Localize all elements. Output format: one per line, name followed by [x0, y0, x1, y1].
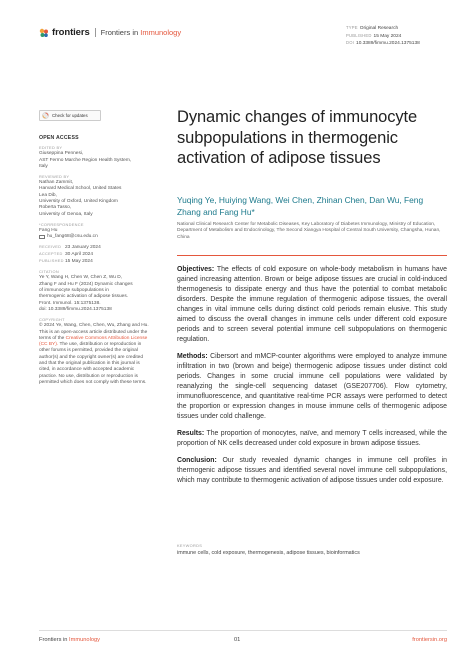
copyright-start: © 2024 Ye, Wang, Chen, Chen, Wu, Zhang and Hu. This is an open-access article distributed under the terms of the	[39, 323, 149, 341]
open-access-label: OPEN ACCESS	[39, 135, 79, 141]
edited-by-text	[39, 151, 151, 170]
check-updates-icon	[42, 112, 49, 119]
abstract	[177, 265, 447, 493]
correspondence-label: *CORRESPONDENCE	[39, 221, 84, 227]
article-sidebar	[39, 135, 151, 386]
frontiers-logo-text: frontiers	[52, 27, 90, 38]
abstract-text: The effects of cold exposure on whole-body metabolism in humans have gained increasing attention. Brown or beige adipose tissues are crucial in cold-induced thermogenesis to dissipate energy and thus have the potential to combat metabolic disorders. Despite the immune regulation of thermogenic adipose tissues, the overall changes in vital immune cells during distinct cold periods remain elusive. This study aimed to discuss the overall changes in immune cells under different cold exposure periods and to screen several potential immune cell subpopulations on thermogenic regulation.	[177, 266, 447, 343]
editor-line: Italy	[39, 163, 48, 169]
abstract-section	[177, 352, 447, 422]
citation-line: Ye Y, Wang H, Chen W, Chen Z, Wu D,	[39, 275, 123, 281]
citation-line: Front. Immunol. 15:1375138.	[39, 300, 101, 306]
keywords: immune cells, cold exposure, thermogenesis, adipose tissues, bioinformatics	[177, 550, 360, 556]
keywords-label: KEYWORDS	[177, 543, 203, 548]
abstract-heading: Results:	[177, 430, 205, 437]
license-link[interactable]: Creative Commons Attribution License (CC BY).	[39, 335, 148, 348]
abstract-section	[177, 429, 447, 449]
journal-brand: Immunology	[140, 28, 182, 37]
abstract-section	[177, 265, 447, 345]
frontiers-logo-icon	[39, 28, 49, 38]
reviewer-line: Nathan Zammit,	[39, 180, 74, 186]
copyright-label: COPYRIGHT	[39, 317, 65, 323]
citation-label: CITATION	[39, 269, 59, 275]
email-icon	[39, 235, 45, 239]
edited-by-label: EDITED BY	[39, 145, 63, 151]
editor-line: AST Fermo Marche Region Health System,	[39, 157, 132, 163]
header-divider	[95, 28, 96, 37]
journal-header	[39, 27, 181, 38]
received-date: RECEIVED 23 January 2024	[39, 243, 101, 250]
abstract-text: The proportion of monocytes, naïve, and memory T cells increased, while the proportion of NK cells decreased under cold exposure in brown adipose tissues.	[177, 430, 447, 447]
citation-line: thermogenic activation of adipose tissues.	[39, 294, 129, 300]
reviewer-line: Lea Dib,	[39, 192, 57, 198]
abstract-heading: Methods:	[177, 353, 208, 360]
reviewed-by-text	[39, 180, 151, 218]
journal-prefix: Frontiers in	[100, 28, 139, 37]
meta-published: PUBLISHED 15 May 2024	[346, 32, 402, 39]
affiliation: National Clinical Research Center for Metabolic Diseases, Key Laboratory of Diabetes Immunology, Ministry of Education, Department of Metabolism and Endocrinology, The Second Xiangya Hospital of Central South University, Changsha, Hunan, China	[177, 222, 441, 240]
article-title: Dynamic changes of immunocyte subpopulations in thermogenic activation of adipose tissues	[177, 108, 418, 167]
abstract-heading: Conclusion:	[177, 457, 217, 464]
reviewer-line: Harvard Medical School, United States	[39, 186, 122, 192]
meta-doi[interactable]: DOI 10.3389/fimmu.2024.1375138	[346, 40, 420, 47]
frontiers-site-link[interactable]: frontiersin.org	[412, 637, 447, 643]
check-for-updates-button[interactable]	[39, 110, 101, 121]
published-date: PUBLISHED15 May 2024	[39, 258, 93, 265]
reviewer-line: University of Genoa, Italy	[39, 211, 93, 217]
abstract-heading: Objectives:	[177, 266, 215, 273]
citation-text	[39, 275, 151, 313]
page-number: 01	[234, 637, 241, 643]
author-list: Yuqing Ye, Huiying Wang, Wei Chen, Zhinan Chen, Dan Wu, Feng Zhang and Fang Hu*	[177, 195, 424, 217]
correspondence-email[interactable]: hu_fang68@csu.edu.cn	[47, 234, 98, 240]
abstract-text: Our study revealed dynamic changes in immune cell profiles in thermogenic adipose tissues and identified several novel immune cell subpopulations, which may contribute to thermogenic activation of adipose tissues under cold exposure.	[177, 457, 447, 484]
check-updates-label: Check for updates	[52, 113, 88, 118]
citation-line: doi: 10.3389/fimmu.2024.1375138	[39, 306, 112, 312]
article-dates	[39, 244, 151, 266]
journal-name	[101, 28, 181, 37]
footer-journal: Frontiers in Immunology	[39, 637, 101, 643]
copyright-text	[39, 323, 151, 386]
reviewer-line: University of Oxford, United Kingdom	[39, 199, 118, 205]
article-meta	[346, 25, 420, 48]
editor-line: Giuseppina Pennesi,	[39, 151, 84, 157]
copyright-rest: The use, distribution or reproduction in other forums is permitted, provided the original author(s) and the copyright owner(s) are credited and that the original publication in this journal is cited, in accordance with accepted academic practice. No use, distribution or reproduction is permitted which does not comply with these terms.	[39, 342, 147, 385]
correspondence-email-row[interactable]	[39, 234, 151, 240]
reviewed-by-label: REVIEWED BY	[39, 174, 70, 180]
title-divider	[177, 255, 447, 256]
correspondence-name: Fang Hu	[39, 227, 58, 233]
footer-divider	[39, 630, 447, 631]
abstract-section	[177, 456, 447, 486]
citation-line: Zhang F and Hu F (2024) Dynamic changes	[39, 281, 133, 287]
reviewer-line: Roberta Tasso,	[39, 205, 72, 211]
citation-line: of immunocyte subpopulations in	[39, 288, 109, 294]
abstract-text: Cibersort and mMCP-counter algorithms were employed to analyze immune infiltration in two (brown and beige) thermogenic adipose tissues under distinct cold periods. Changes in some crucial immune cell populations were validated by reanalyzing the single-cell sequencing dataset (GSE207706). Flow cytometry, immunofluorescence, and quantitative real-time PCR assays were performed to detect the proportion or expression changes in mouse immune cells of thermogenic adipose tissues under cold challenge.	[177, 353, 447, 420]
meta-type: TYPE Original Research	[346, 25, 399, 31]
accepted-date: ACCEPTED 30 April 2024	[39, 250, 94, 257]
